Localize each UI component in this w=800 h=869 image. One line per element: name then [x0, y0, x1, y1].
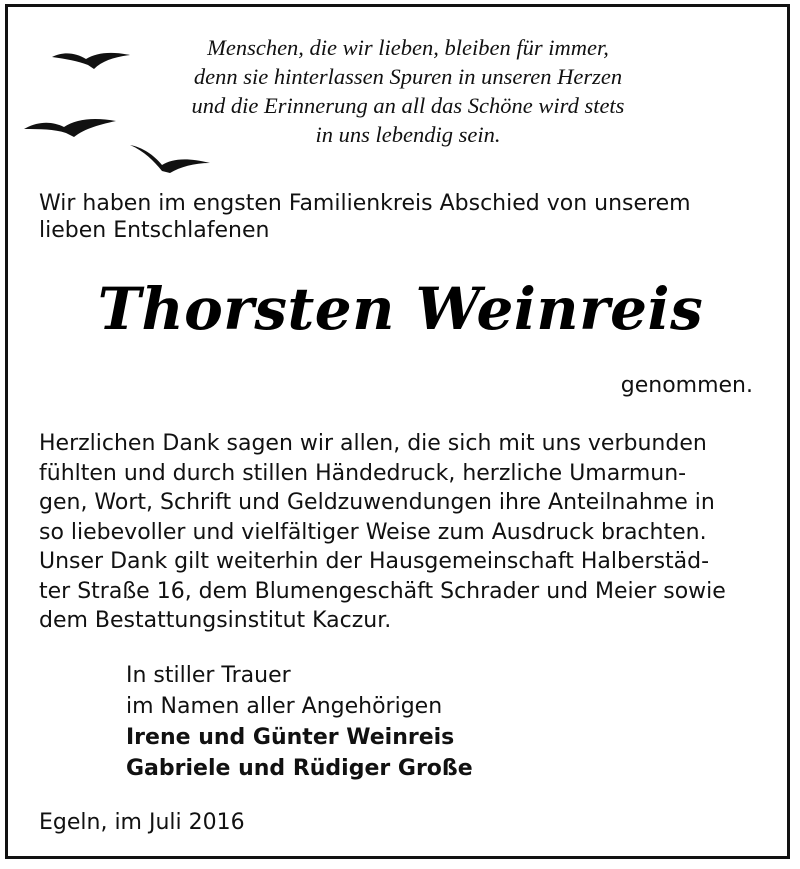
thanks-line: ter Straße 16, dem Blumengeschäft Schrader und Meier sowie [39, 578, 726, 604]
thanks-line: so liebevoller und vielfältiger Weise zum Ausdruck brachten. [39, 519, 707, 545]
thanks-line: fühlten und durch stillen Händedruck, herzliche Umarmun- [39, 460, 687, 486]
poem-line: denn sie hinterlassen Spuren in unseren Herzen [193, 64, 623, 89]
thanks-line: Herzlichen Dank sagen wir allen, die sich mit uns verbunden [39, 431, 707, 456]
poem-line: Menschen, die wir lieben, bleiben für immer, [207, 35, 609, 60]
taken-word: genommen. [620, 373, 753, 398]
deceased-name: Thorsten Weinreis [97, 275, 704, 343]
intro-line: Wir haben im engsten Familienkreis Abschied von unserem [39, 191, 691, 216]
family-name: Irene und Günter Weinreis [126, 725, 455, 750]
relatives-line: im Namen aller Angehörigen [126, 694, 443, 719]
signoff-block [126, 660, 473, 784]
poem-line: und die Erinnerung an all das Schöne wird stets [191, 93, 625, 118]
thanks-line: Unser Dank gilt weiterhin der Hausgemeinschaft Halberstäd- [39, 549, 710, 574]
thanks-line: dem Bestattungsinstitut Kaczur. [39, 608, 392, 633]
poem-line: in uns lebendig sein. [315, 122, 501, 147]
farewell-intro [39, 190, 779, 244]
thanks-line: gen, Wort, Schrift und Geldzuwendungen ihre Anteilnahme in [39, 490, 715, 515]
thanks-paragraph [39, 429, 779, 636]
family-name: Gabriele und Rüdiger Große [126, 756, 473, 781]
memorial-poem [108, 33, 708, 149]
intro-line: lieben Entschlafenen [39, 218, 270, 243]
bird-icon [22, 111, 118, 145]
obituary-notice [5, 4, 790, 859]
mourning-line: In stiller Trauer [126, 663, 291, 688]
place-date: Egeln, im Juli 2016 [39, 810, 245, 835]
